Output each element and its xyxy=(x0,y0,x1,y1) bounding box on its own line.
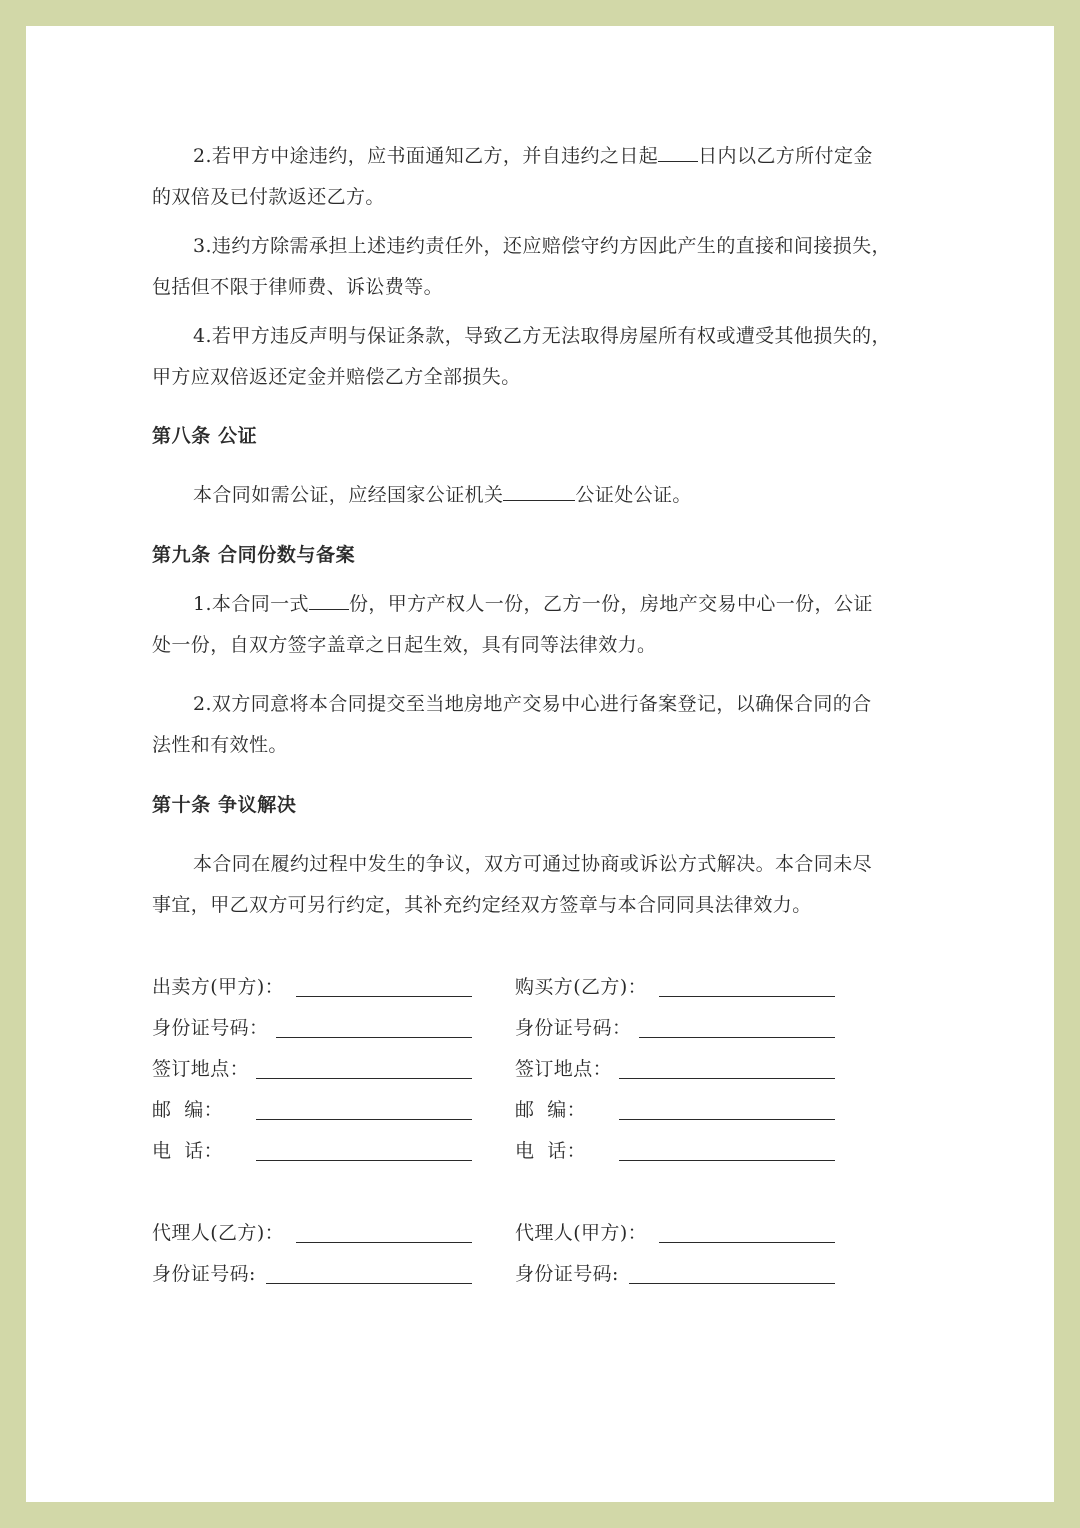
buyer-field[interactable] xyxy=(659,996,835,997)
seller-place-field[interactable] xyxy=(256,1078,472,1079)
clause10-line1: 本合同在履约过程中发生的争议，双方可通过协商或诉讼方式解决。本合同未尽 xyxy=(193,853,873,875)
clause7-p4-line2: 甲方应双倍返还定金并赔偿乙方全部损失。 xyxy=(152,366,521,388)
seller-label: 出卖方(甲方)： xyxy=(152,976,285,998)
agent-b-label: 代理人(乙方)： xyxy=(152,1222,285,1244)
buyer-label: 购买方(乙方)： xyxy=(515,976,648,998)
seller-phone-field[interactable] xyxy=(256,1160,472,1161)
seller-place-label: 签订地点： xyxy=(152,1058,250,1080)
notary-office-blank[interactable] xyxy=(503,482,575,501)
seller-postcode-label: 邮 编： xyxy=(152,1099,224,1121)
days-blank[interactable] xyxy=(658,143,698,162)
clause7-p3-line2: 包括但不限于律师费、诉讼费等。 xyxy=(152,276,444,298)
copies-blank[interactable] xyxy=(309,591,349,610)
clause9-p1-line1 xyxy=(193,591,873,617)
buyer-postcode-label: 邮 编： xyxy=(515,1099,587,1121)
clause7-p2-line1 xyxy=(193,143,873,169)
clause10-line2: 事宜，甲乙双方可另行约定，其补充约定经双方签章与本合同同具法律效力。 xyxy=(152,894,812,916)
clause7-p2-line2: 的双倍及已付款返还乙方。 xyxy=(152,186,385,208)
agent-b-id-label: 身份证号码: xyxy=(152,1263,256,1285)
buyer-id-field[interactable] xyxy=(639,1037,835,1038)
seller-phone-label: 电 话： xyxy=(152,1140,224,1162)
clause10-title: 第十条 争议解决 xyxy=(152,794,297,816)
clause9-p1-text-a: 1.本合同一式 xyxy=(193,593,309,615)
clause8-title: 第八条 公证 xyxy=(152,425,258,447)
clause9-p2-line1: 2.双方同意将本合同提交至当地房地产交易中心进行备案登记，以确保合同的合 xyxy=(193,693,872,715)
seller-id-field[interactable] xyxy=(276,1037,472,1038)
clause9-p2-line2: 法性和有效性。 xyxy=(152,734,288,756)
clause7-p4-line1: 4.若甲方违反声明与保证条款，导致乙方无法取得房屋所有权或遭受其他损失的， xyxy=(193,325,891,347)
clause9-p1-line2: 处一份，自双方签字盖章之日起生效，具有同等法律效力。 xyxy=(152,634,657,656)
buyer-phone-field[interactable] xyxy=(619,1160,835,1161)
clause8-text-b: 公证处公证。 xyxy=(575,484,692,506)
buyer-place-field[interactable] xyxy=(619,1078,835,1079)
buyer-phone-label: 电 话： xyxy=(515,1140,587,1162)
agent-a-id-field[interactable] xyxy=(629,1283,835,1284)
clause7-p2-text-a: 2.若甲方中途违约，应书面通知乙方，并自违约之日起 xyxy=(193,145,659,167)
clause7-p3-line1: 3.违约方除需承担上述违约责任外，还应赔偿守约方因此产生的直接和间接损失， xyxy=(193,235,891,257)
clause9-p1-text-b: 份，甲方产权人一份，乙方一份，房地产交易中心一份，公证 xyxy=(348,593,873,615)
agent-b-id-field[interactable] xyxy=(266,1283,472,1284)
buyer-place-label: 签订地点： xyxy=(515,1058,613,1080)
agent-a-field[interactable] xyxy=(659,1242,835,1243)
seller-id-label: 身份证号码： xyxy=(152,1017,269,1039)
agent-a-id-label: 身份证号码: xyxy=(515,1263,619,1285)
clause8-text xyxy=(193,482,692,508)
agent-a-label: 代理人(甲方)： xyxy=(515,1222,648,1244)
clause9-title: 第九条 合同份数与备案 xyxy=(152,544,356,566)
agent-b-field[interactable] xyxy=(296,1242,472,1243)
document-page xyxy=(26,26,1054,1502)
seller-field[interactable] xyxy=(296,996,472,997)
buyer-postcode-field[interactable] xyxy=(619,1119,835,1120)
buyer-id-label: 身份证号码： xyxy=(515,1017,632,1039)
seller-postcode-field[interactable] xyxy=(256,1119,472,1120)
clause7-p2-text-b: 日内以乙方所付定金 xyxy=(698,145,873,167)
clause8-text-a: 本合同如需公证，应经国家公证机关 xyxy=(193,484,504,506)
